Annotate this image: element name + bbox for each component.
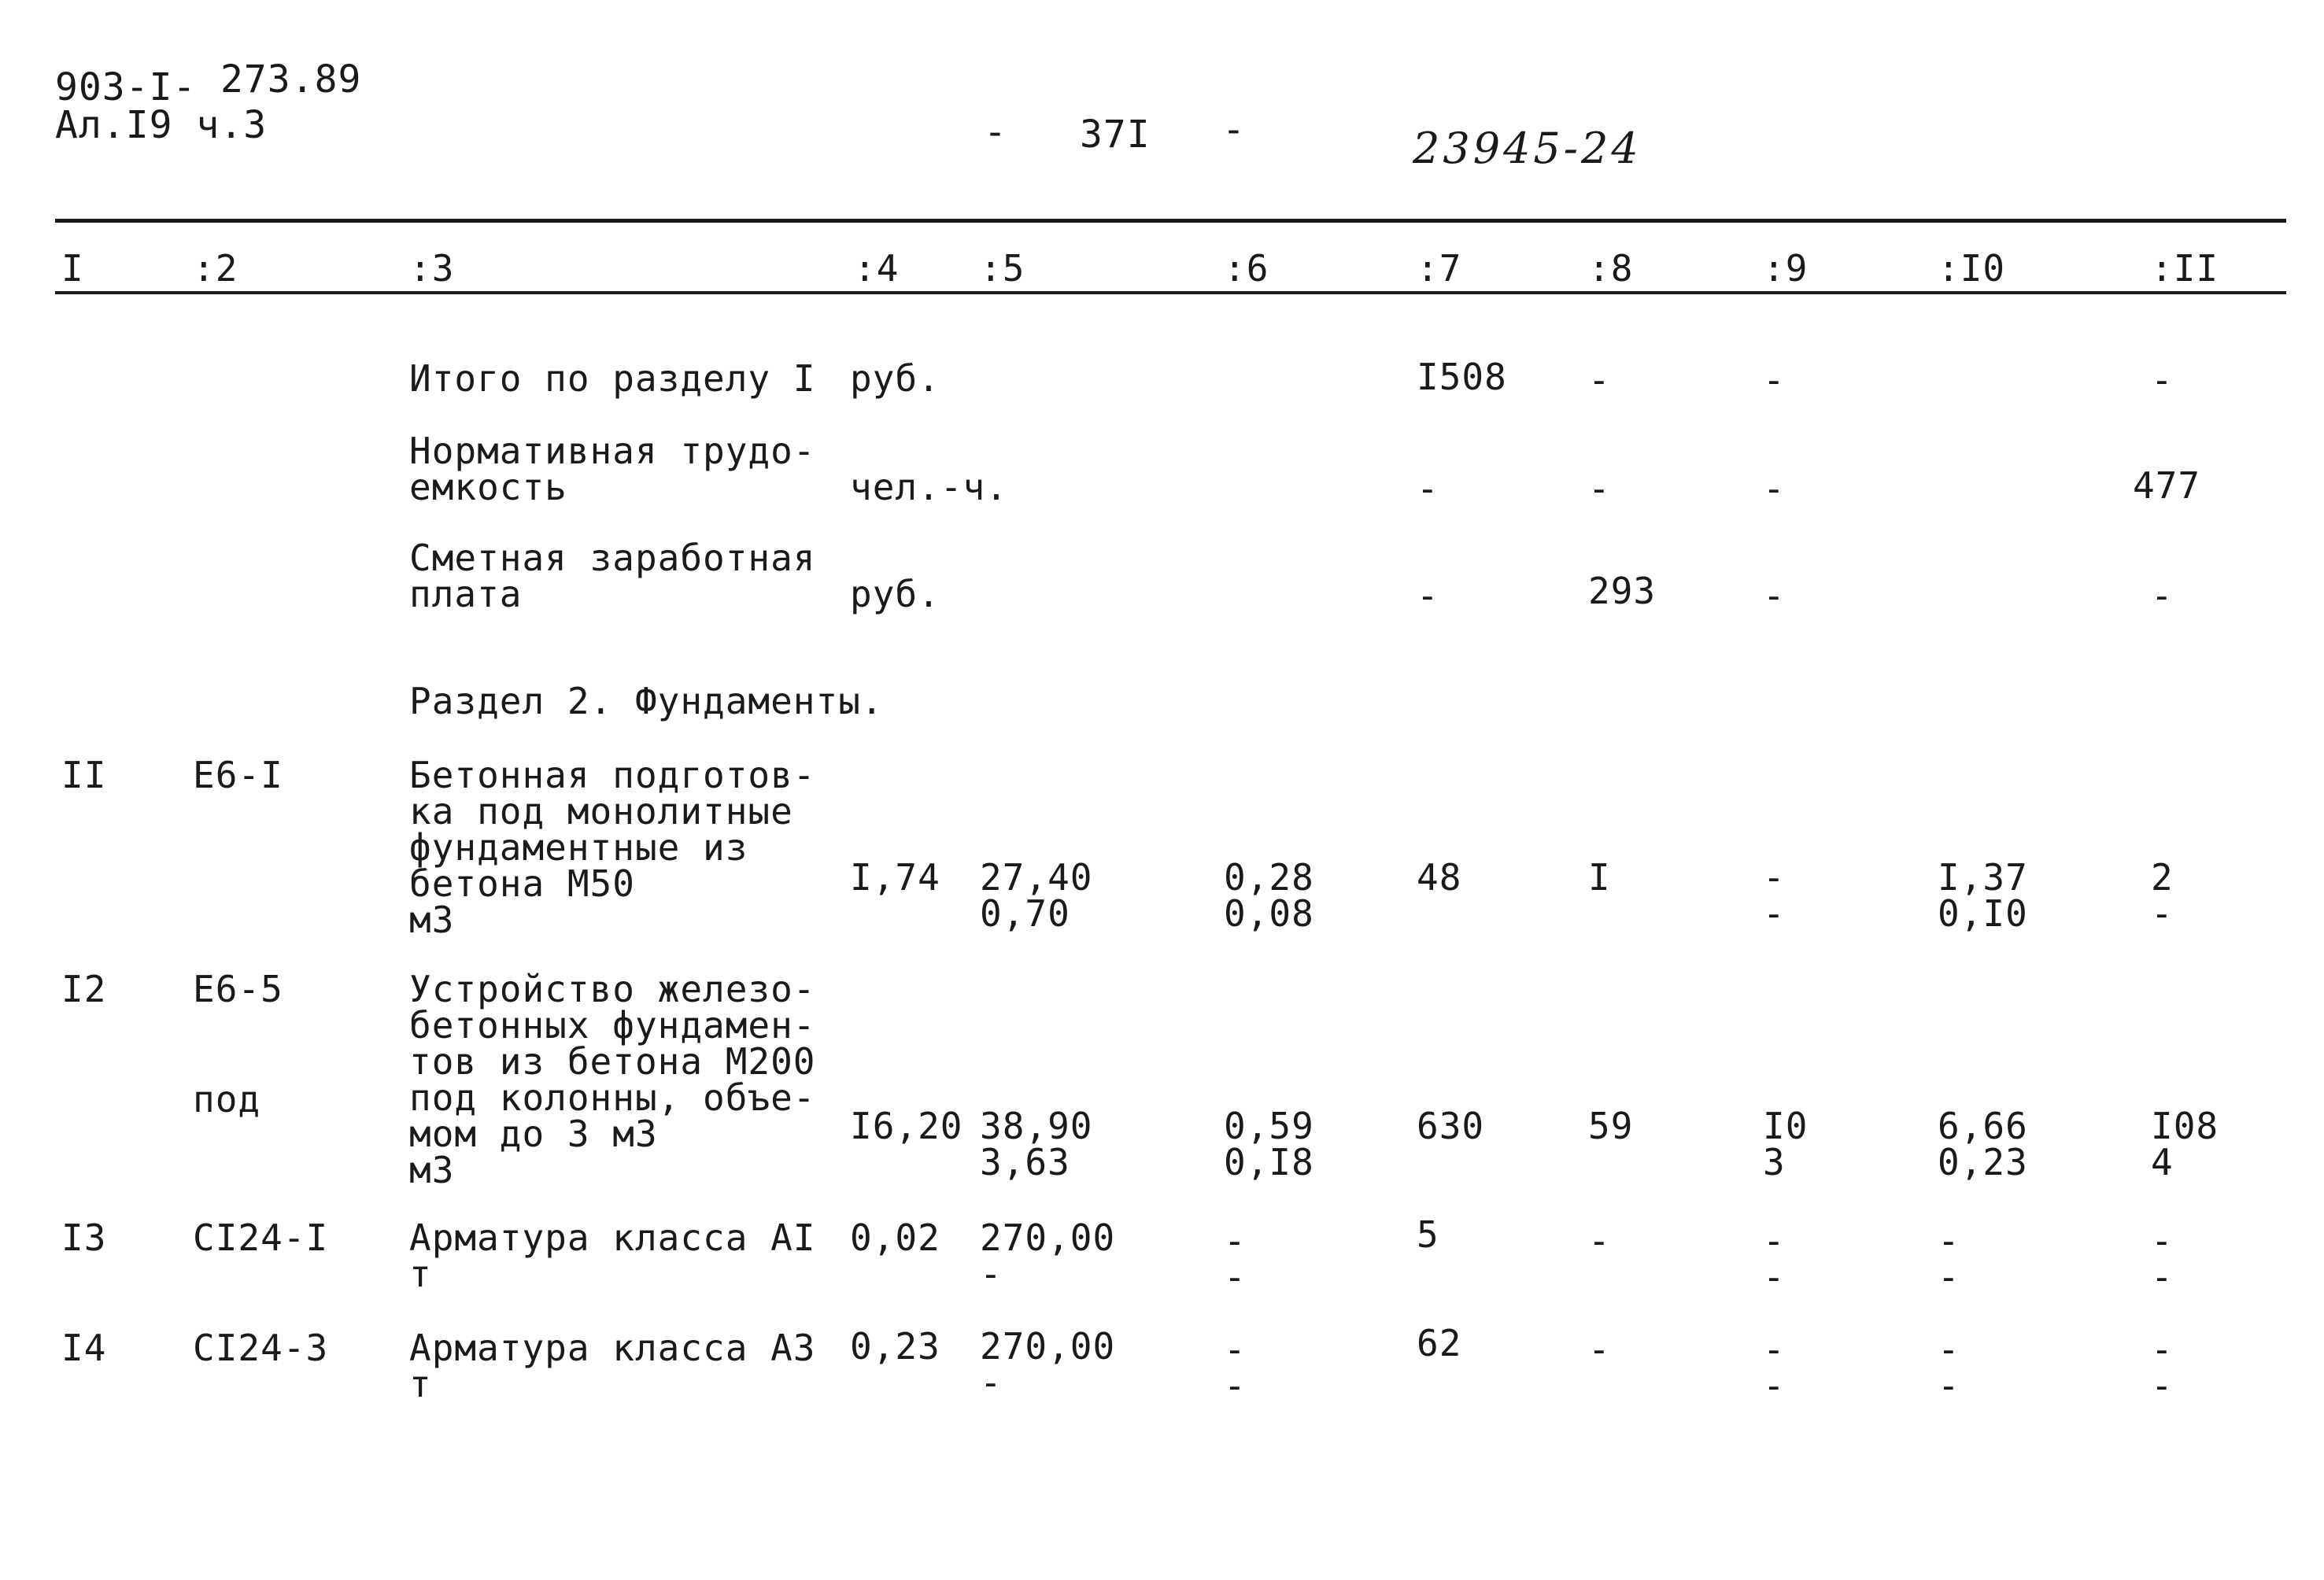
item-c6: - - [1224, 1328, 1247, 1407]
summary-desc-2: Нормативная трудо- емкость [409, 430, 816, 508]
doc-sheet: Ал.I9 ч.3 [55, 103, 268, 147]
item-num: II [61, 754, 107, 796]
item-c8: - [1588, 1220, 1611, 1262]
item-c4: 0,23 [850, 1325, 940, 1368]
page-prefix: - [984, 110, 1007, 154]
col-header-4: :4 [854, 247, 900, 290]
col-header-2: :2 [193, 247, 238, 290]
item-c10: - - [1938, 1328, 1960, 1407]
item-c5: 270,00 - [980, 1216, 1116, 1295]
item-c6: 0,59 0,I8 [1224, 1105, 1314, 1183]
item-c11: I08 4 [2151, 1105, 2219, 1183]
summary-c9-2: - [1763, 467, 1786, 510]
item-c10: - - [1938, 1220, 1960, 1298]
item-code: Е6-I [193, 754, 283, 796]
summary-unit-3: руб. [850, 573, 940, 615]
item-code-extra: под [193, 1078, 261, 1120]
item-num: I3 [61, 1216, 107, 1259]
item-code: СI24-3 [193, 1327, 329, 1369]
summary-c11-2: 477 [2133, 464, 2201, 507]
item-c9: I0 3 [1763, 1105, 1809, 1183]
header-rule [55, 291, 2286, 294]
item-num: I2 [61, 968, 107, 1010]
item-c11: - - [2151, 1328, 2174, 1407]
item-c9: - - [1763, 1220, 1786, 1298]
item-c5: 27,40 0,70 [980, 856, 1093, 935]
summary-c11-1: - [2151, 359, 2174, 401]
doc-code-number: 273.89 [220, 57, 362, 102]
col-header-10: :I0 [1938, 247, 2006, 290]
item-desc: Арматура класса А3 т [409, 1327, 816, 1405]
item-c5: 38,90 3,63 [980, 1105, 1093, 1183]
item-c7: 48 [1417, 856, 1462, 899]
item-c4: I6,20 [850, 1105, 963, 1147]
summary-unit-1: руб. [850, 357, 940, 400]
item-c11: 2 - [2151, 856, 2174, 935]
item-c11: - - [2151, 1220, 2174, 1298]
col-header-1: I [61, 247, 84, 290]
item-code: СI24-I [193, 1216, 329, 1259]
item-c4: 0,02 [850, 1216, 940, 1259]
item-c6: - - [1224, 1220, 1247, 1298]
item-num: I4 [61, 1327, 107, 1369]
summary-c9-3: - [1763, 574, 1786, 617]
page-suffix: - [1222, 108, 1246, 152]
item-c8: - [1588, 1328, 1611, 1371]
summary-unit-2: чел.-ч. [850, 466, 1008, 508]
section-title: Раздел 2. Фундаменты. [409, 680, 884, 722]
handwritten-number: 23945-24 [1413, 124, 1642, 173]
item-c7: 630 [1417, 1105, 1485, 1147]
summary-c8-1: - [1588, 359, 1611, 401]
doc-code: 903-I- [55, 65, 197, 109]
item-desc: Устройство железо- бетонных фундамен- тов из бетона М200 под колонны, объе- мом до 3 м3 м3 [409, 968, 816, 1191]
col-header-5: :5 [980, 247, 1025, 290]
col-header-11: :II [2151, 247, 2219, 290]
col-header-3: :3 [409, 247, 455, 290]
item-desc: Арматура класса АI т [409, 1216, 816, 1295]
item-desc: Бетонная подготов- ка под монолитные фундаментные из бетона М50 м3 [409, 754, 816, 941]
item-c10: I,37 0,I0 [1938, 856, 2028, 935]
summary-c11-3: - [2151, 574, 2174, 617]
summary-c7-1: I508 [1417, 356, 1507, 398]
top-rule [55, 219, 2286, 223]
item-c7: 5 [1417, 1213, 1439, 1256]
col-header-9: :9 [1763, 247, 1809, 290]
page-number: 37I [1080, 113, 1151, 157]
item-c5: 270,00 - [980, 1325, 1116, 1404]
item-c8: I [1588, 856, 1611, 899]
summary-c7-2: - [1417, 467, 1439, 510]
item-c9: - - [1763, 1328, 1786, 1407]
summary-desc-3: Сметная заработная плата [409, 537, 816, 615]
item-c9: - - [1763, 856, 1786, 935]
item-code: Е6-5 [193, 968, 283, 1010]
item-c6: 0,28 0,08 [1224, 856, 1314, 935]
item-c4: I,74 [850, 856, 940, 899]
col-header-6: :6 [1224, 247, 1269, 290]
item-c7: 62 [1417, 1322, 1462, 1364]
summary-desc-1: Итого по разделу I [409, 357, 816, 400]
summary-c7-3: - [1417, 574, 1439, 617]
col-header-8: :8 [1588, 247, 1634, 290]
col-header-7: :7 [1417, 247, 1462, 290]
item-c8: 59 [1588, 1105, 1634, 1147]
summary-c9-1: - [1763, 359, 1786, 401]
item-c10: 6,66 0,23 [1938, 1105, 2028, 1183]
summary-c8-2: - [1588, 467, 1611, 510]
summary-c8-3: 293 [1588, 570, 1657, 612]
